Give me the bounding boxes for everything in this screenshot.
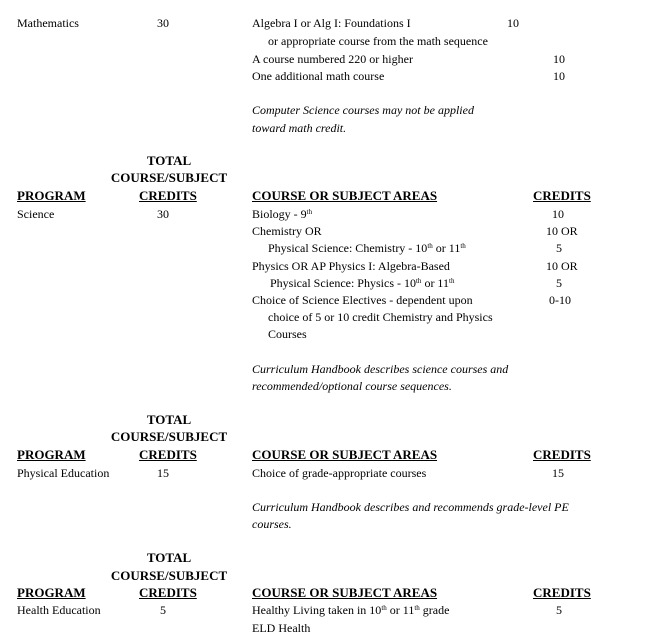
science-note: recommended/optional course sequences. <box>252 379 452 393</box>
math-course-line: One additional math course <box>252 69 385 83</box>
math-course-credit: 10 <box>553 52 565 66</box>
science-course-credit: 5 <box>556 241 562 255</box>
science-course-credit: 10 OR <box>546 259 578 273</box>
math-total-credits: 30 <box>157 16 169 30</box>
science-course-line: Physics OR AP Physics I: Algebra-Based <box>252 259 450 273</box>
math-program: Mathematics <box>17 16 79 30</box>
header-course-areas: COURSE OR SUBJECT AREAS <box>252 188 438 203</box>
header-total: TOTAL <box>146 412 192 427</box>
math-course-credit: 10 <box>553 69 565 83</box>
health-course-credit: 5 <box>556 603 562 617</box>
science-course-credit: 5 <box>556 276 562 290</box>
pe-course-credit: 15 <box>552 466 564 480</box>
header-total: TOTAL <box>146 550 192 565</box>
science-course-line: Physical Science: Chemistry - 10th or 11th <box>268 241 466 255</box>
header-total: TOTAL <box>146 153 192 168</box>
math-note: toward math credit. <box>252 121 347 135</box>
science-course-credit: 10 <box>552 207 564 221</box>
science-course-credit: 0-10 <box>549 293 571 307</box>
header-course-subject: COURSE/SUBJECT <box>110 568 228 583</box>
math-note: Computer Science courses may not be applied <box>252 103 474 117</box>
health-course-line: ELD Health <box>252 621 311 635</box>
science-total-credits: 30 <box>157 207 169 221</box>
header-course-areas: COURSE OR SUBJECT AREAS <box>252 585 438 600</box>
science-course-line: Physical Science: Physics - 10th or 11th <box>270 276 455 290</box>
math-course-line: Algebra I or Alg I: Foundations I <box>252 16 411 30</box>
science-course-credit: 10 OR <box>546 224 578 238</box>
science-course-line: Biology - 9th <box>252 207 313 221</box>
header-credits: CREDITS <box>139 585 197 600</box>
header-credits: CREDITS <box>533 585 591 600</box>
header-program: PROGRAM <box>17 447 86 462</box>
header-credits: CREDITS <box>139 447 197 462</box>
pe-program: Physical Education <box>17 466 110 480</box>
header-course-subject: COURSE/SUBJECT <box>110 170 228 185</box>
science-course-line: choice of 5 or 10 credit Chemistry and Physics <box>268 310 493 324</box>
math-course-credit: 10 <box>507 16 519 30</box>
science-course-line: Courses <box>268 327 307 341</box>
pe-note: Curriculum Handbook describes and recommends grade-level PE <box>252 500 569 514</box>
math-course-line: or appropriate course from the math sequence <box>268 34 488 48</box>
pe-course-line: Choice of grade-appropriate courses <box>252 466 427 480</box>
health-total-credits: 5 <box>160 603 166 617</box>
pe-note: courses. <box>252 517 292 531</box>
science-course-line: Chemistry OR <box>252 224 322 238</box>
science-note: Curriculum Handbook describes science courses and <box>252 362 509 376</box>
science-program: Science <box>17 207 55 221</box>
header-credits: CREDITS <box>533 447 591 462</box>
header-course-subject: COURSE/SUBJECT <box>110 429 228 444</box>
header-credits: CREDITS <box>533 188 591 203</box>
header-program: PROGRAM <box>17 188 86 203</box>
health-program: Health Education <box>17 603 101 617</box>
health-course-line: Healthy Living taken in 10th or 11th grade <box>252 603 450 617</box>
science-course-line: Choice of Science Electives - dependent upon <box>252 293 473 307</box>
math-course-line: A course numbered 220 or higher <box>252 52 413 66</box>
pe-total-credits: 15 <box>157 466 169 480</box>
header-program: PROGRAM <box>17 585 86 600</box>
header-credits: CREDITS <box>139 188 197 203</box>
header-course-areas: COURSE OR SUBJECT AREAS <box>252 447 438 462</box>
